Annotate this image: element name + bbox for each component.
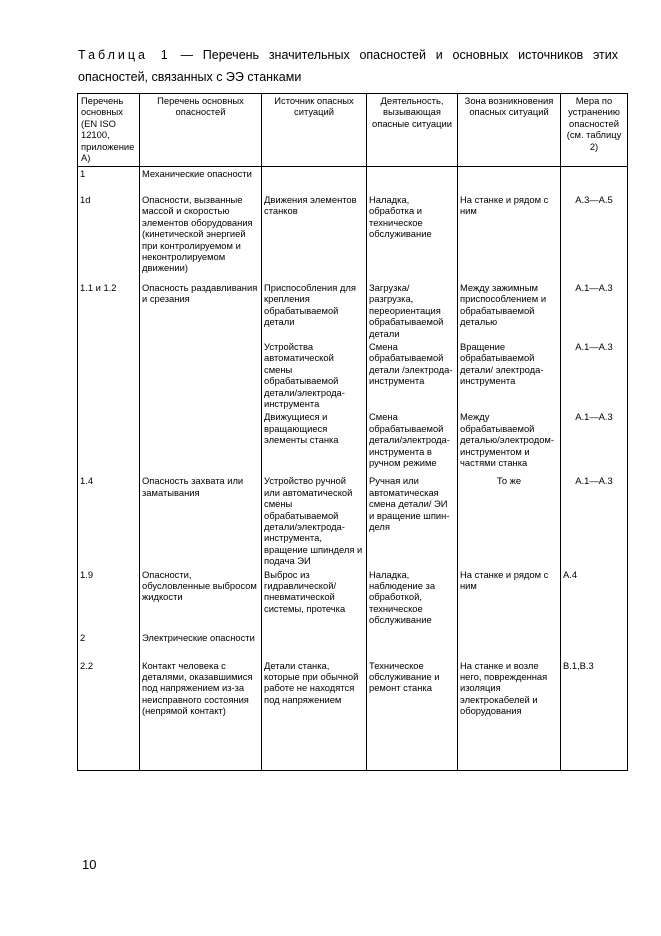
table-row xyxy=(78,410,628,474)
row-number: 1.1 и 1.2 xyxy=(78,281,140,340)
row-measure: А.4 xyxy=(561,568,628,631)
table-row xyxy=(78,193,628,281)
header-hazard-list-ref: Перечень основных (EN ISO 12100, приложение А) xyxy=(78,94,140,167)
row-source: Движения элементов станков xyxy=(262,193,367,281)
row-activity: Ручная или автоматическая смена детали/ ЭИ и вращение шпин-деля xyxy=(367,474,458,567)
row-zone: Вращение обрабатываемой детали/ электрода-инструмента xyxy=(458,340,561,410)
row-source: Детали станка, которые при обычной работе не находятся под напряжением xyxy=(262,659,367,771)
table-row xyxy=(78,659,628,771)
row-zone: На станке и возле него, поврежденная изоляция электрокабелей и оборудования xyxy=(458,659,561,771)
row-zone: Между обрабатываемой деталью/электродом-инструментом и частями станка xyxy=(458,410,561,474)
header-row xyxy=(78,94,628,167)
row-measure xyxy=(561,631,628,659)
row-hazard xyxy=(140,340,262,410)
row-number: 1.9 xyxy=(78,568,140,631)
row-hazard: Опасности, обусловленные выбросом жидкости xyxy=(140,568,262,631)
row-zone: На станке и рядом с ним xyxy=(458,568,561,631)
table-row xyxy=(78,340,628,410)
row-number: 1 xyxy=(78,167,140,193)
caption-label: Таблица 1 xyxy=(78,48,171,62)
header-hazard-list: Перечень основных опасностей xyxy=(140,94,262,167)
header-activity: Деятельность, вызывающая опасные ситуации xyxy=(367,94,458,167)
row-source: Приспособления для крепления обрабатываемой детали xyxy=(262,281,367,340)
row-hazard: Контакт человека с деталями, оказавшимися под напряжением из-за неисправного состояния (непрямой контакт) xyxy=(140,659,262,771)
row-number: 2 xyxy=(78,631,140,659)
row-hazard: Опасности, вызванные массой и скоростью элементов оборудования (кинетической энергией при контролируемом и неконтролируемом движении) xyxy=(140,193,262,281)
row-activity xyxy=(367,167,458,193)
row-activity: Загрузка/ разгрузка, переориентация обрабатываемой детали xyxy=(367,281,458,340)
table-row xyxy=(78,167,628,193)
row-zone xyxy=(458,167,561,193)
header-zone: Зона возникновения опасных ситуаций xyxy=(458,94,561,167)
row-hazard: Опасность захвата или заматывания xyxy=(140,474,262,567)
row-activity: Техническое обслуживание и ремонт станка xyxy=(367,659,458,771)
header-source: Источник опасных ситуаций xyxy=(262,94,367,167)
row-zone: На станке и рядом с ним xyxy=(458,193,561,281)
row-source: Движущиеся и вращающиеся элементы станка xyxy=(262,410,367,474)
header-measure: Мера по устранению опасностей (см. таблицу 2) xyxy=(561,94,628,167)
row-number: 1.4 xyxy=(78,474,140,567)
row-measure: А.1—А.3 xyxy=(561,474,628,567)
row-zone: Между зажимным приспособлением и обрабатываемой деталью xyxy=(458,281,561,340)
row-zone xyxy=(458,631,561,659)
row-number xyxy=(78,340,140,410)
row-activity: Смена обрабатываемой детали /электрода-инструмента xyxy=(367,340,458,410)
table-row xyxy=(78,631,628,659)
row-hazard xyxy=(140,410,262,474)
row-number xyxy=(78,410,140,474)
row-zone: То же xyxy=(458,474,561,567)
row-source: Устройство ручной или автоматической смены обрабатываемой детали/электрода-инструмента, вращение шпинделя и подача ЭИ xyxy=(262,474,367,567)
row-activity: Смена обрабатываемой детали/электрода-инструмента в ручном режиме xyxy=(367,410,458,474)
page-number: 10 xyxy=(82,857,97,872)
row-measure: В.1,В.3 xyxy=(561,659,628,771)
row-measure: А.1—А.3 xyxy=(561,281,628,340)
row-activity: Наладка, наблюдение за обработкой, техническое обслуживание xyxy=(367,568,458,631)
row-source: Устройства автоматической смены обрабатываемой детали/электрода-инструмента xyxy=(262,340,367,410)
table-row xyxy=(78,281,628,340)
hazards-table xyxy=(77,93,628,771)
row-source: Выброс из гидравлической/пневматической системы, протечка xyxy=(262,568,367,631)
row-number: 2.2 xyxy=(78,659,140,771)
table-caption xyxy=(78,44,618,88)
table-row xyxy=(78,474,628,567)
row-number: 1d xyxy=(78,193,140,281)
row-measure: А.1—А.3 xyxy=(561,410,628,474)
row-measure: А.3—А.5 xyxy=(561,193,628,281)
caption-text: — Перечень значительных опасностей и основных источников этих опасностей, связанных с ЭЭ станками xyxy=(78,48,619,84)
row-hazard: Электрические опасности xyxy=(140,631,262,659)
row-hazard: Опасность раздавливания и срезания xyxy=(140,281,262,340)
row-activity xyxy=(367,631,458,659)
table-row xyxy=(78,568,628,631)
row-source xyxy=(262,167,367,193)
row-measure: А.1—А.3 xyxy=(561,340,628,410)
row-hazard: Механические опасности xyxy=(140,167,262,193)
row-activity: Наладка, обработка и техническое обслуживание xyxy=(367,193,458,281)
row-source xyxy=(262,631,367,659)
row-measure xyxy=(561,167,628,193)
